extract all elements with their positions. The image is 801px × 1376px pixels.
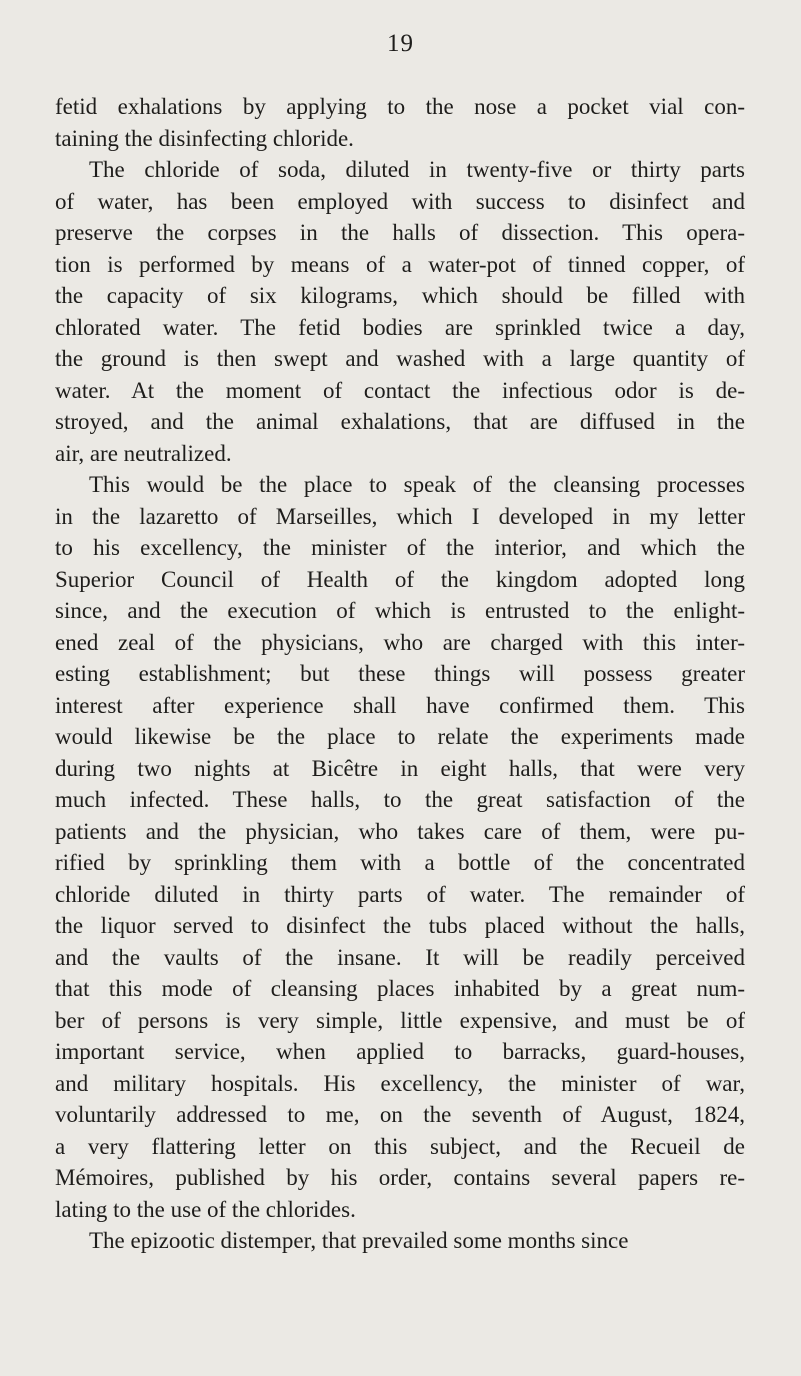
text-line: would likewise be the place to relate the experiments made bbox=[55, 724, 745, 749]
text-line: fetid exhalations by applying to the nose a pocket vial con- bbox=[55, 94, 745, 119]
text-line: interest after experience shall have confirmed them. This bbox=[55, 692, 745, 718]
text-line: This would be the place to speak of the cleansing processes bbox=[89, 472, 745, 497]
text-line: that this mode of cleansing places inhabited by a great num- bbox=[55, 976, 745, 1001]
text-line: stroyed, and the animal exhalations, that are diffused in the bbox=[55, 409, 745, 434]
body-text bbox=[55, 91, 745, 1257]
text-line: of water, has been employed with success to disinfect and bbox=[55, 188, 745, 214]
text-line: the ground is then swept and washed with a large quantity of bbox=[55, 346, 745, 371]
text-line: The chloride of soda, diluted in twenty-five or thirty parts bbox=[89, 157, 745, 182]
text-line: esting establishment; but these things will possess greater bbox=[55, 661, 745, 686]
text-line: in the lazaretto of Marseilles, which I developed in my letter bbox=[55, 503, 745, 529]
text-line: air, are neutralized. bbox=[55, 440, 232, 466]
text-line: the liquor served to disinfect the tubs placed without the halls, bbox=[55, 913, 745, 938]
text-line: since, and the execution of which is entrusted to the enlight- bbox=[55, 598, 745, 623]
text-line: chloride diluted in thirty parts of water. The remainder of bbox=[55, 881, 745, 907]
text-line: a very flattering letter on this subject, and the Recueil de bbox=[55, 1133, 745, 1159]
text-line: to his excellency, the minister of the interior, and which the bbox=[55, 535, 745, 560]
text-line: much infected. These halls, to the great satisfaction of the bbox=[55, 787, 745, 812]
text-line: chlorated water. The fetid bodies are sprinkled twice a day, bbox=[55, 314, 745, 340]
text-line: lating to the use of the chlorides. bbox=[55, 1196, 356, 1222]
page-number: 19 bbox=[387, 30, 414, 57]
text-line: preserve the corpses in the halls of dissection. This opera- bbox=[55, 220, 745, 245]
text-line: during two nights at Bicêtre in eight halls, that were very bbox=[55, 755, 745, 781]
text-line: ber of persons is very simple, little expensive, and must be of bbox=[55, 1007, 745, 1033]
text-line: patients and the physician, who takes care of them, were pu- bbox=[55, 818, 745, 844]
text-line: and the vaults of the insane. It will be readily perceived bbox=[55, 944, 745, 970]
text-line: ened zeal of the physicians, who are charged with this inter- bbox=[55, 629, 745, 655]
text-line: important service, when applied to barracks, guard-houses, bbox=[55, 1039, 745, 1064]
text-line: the capacity of six kilograms, which should be filled with bbox=[55, 283, 745, 308]
text-line: taining the disinfecting chloride. bbox=[55, 125, 354, 151]
text-line: voluntarily addressed to me, on the seventh of August, 1824, bbox=[55, 1102, 745, 1127]
text-line: The epizootic distemper, that prevailed some months since bbox=[89, 1228, 629, 1253]
text-line: Mémoires, published by his order, contains several papers re- bbox=[55, 1165, 745, 1190]
text-line: and military hospitals. His excellency, the minister of war, bbox=[55, 1070, 745, 1096]
text-line: rified by sprinkling them with a bottle of the concentrated bbox=[55, 850, 745, 875]
text-line: water. At the moment of contact the infectious odor is de- bbox=[55, 377, 745, 403]
text-line: tion is performed by means of a water-pot of tinned copper, of bbox=[55, 251, 745, 277]
text-line: Superior Council of Health of the kingdom adopted long bbox=[55, 566, 745, 592]
